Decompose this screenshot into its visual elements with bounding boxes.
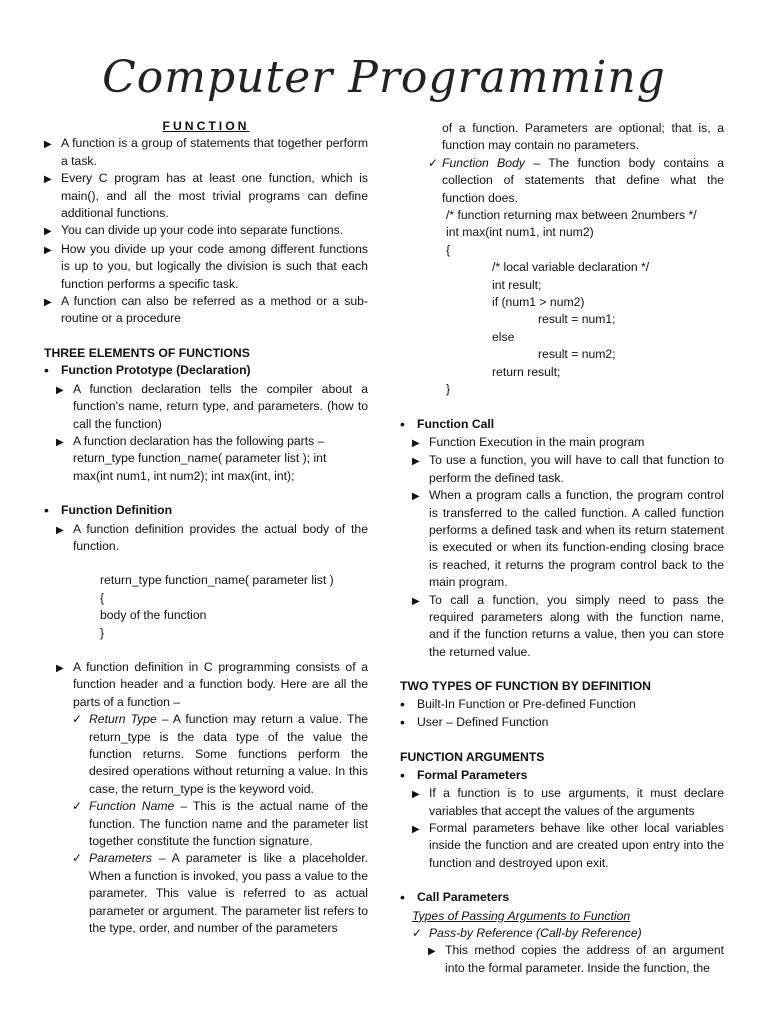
title-script (0, 40, 768, 120)
list-item: • Call Parameters (400, 889, 724, 907)
list-item: ▶ If a function is to use arguments, it must declare variables that accept the values of the arguments (412, 785, 724, 820)
triangle-bullet-icon (56, 381, 73, 433)
title-text: Computer Programming (102, 52, 666, 103)
triangle-bullet-icon (44, 222, 61, 240)
list-item: • Built-In Function or Pre-defined Function (400, 696, 724, 714)
checkmark-icon (72, 711, 89, 798)
list-item: • Function Prototype (Declaration) (44, 362, 368, 380)
checkmark-icon (72, 850, 89, 937)
triangle-bullet-icon (56, 433, 73, 485)
triangle-bullet-icon (56, 659, 73, 711)
code-line: int max(int num1, int num2) (446, 225, 594, 240)
list-item: • Formal Parameters (400, 767, 724, 785)
left-column (44, 118, 368, 937)
bullet-icon (400, 696, 417, 714)
code-line: else (492, 329, 515, 344)
triangle-bullet-icon (412, 452, 429, 487)
checkmark-icon (428, 155, 442, 207)
list-item: ▶ Every C program has at least one function, which is main(), and all the most trivial programs can define additional functions. (44, 170, 368, 222)
bullet-icon (400, 767, 417, 785)
section-heading-function: FUNCTION (162, 119, 250, 133)
list-item: ✓ Function Name – This is the actual name of the function. The function name and the parameter list together constitute the function signature. (72, 798, 368, 850)
code-line: result = num1; (538, 312, 616, 327)
triangle-bullet-icon (412, 434, 429, 452)
bullet-icon (44, 502, 61, 520)
list-item: • Function Definition (44, 502, 368, 520)
list-item: ▶ A function definition provides the actual body of the function. (56, 521, 368, 556)
list-item: • User – Defined Function (400, 714, 724, 732)
checkmark-icon (72, 798, 89, 850)
bullet-icon (44, 362, 61, 380)
triangle-bullet-icon (44, 293, 61, 328)
list-item: ▶ A function definition in C programming consists of a function header and a function body. Here are all the parts of a function – (56, 659, 368, 711)
list-item: • Function Call (400, 416, 724, 434)
code-line: { (446, 242, 451, 257)
subheading-passing-types: Types of Passing Arguments to Function (412, 908, 631, 923)
list-item: ✓ Pass-by Reference (Call-by Reference) (412, 925, 724, 942)
code-line: if (num1 > num2) (492, 295, 585, 310)
code-line: body of the function (100, 608, 207, 623)
code-block (446, 207, 724, 398)
checkmark-icon (412, 925, 429, 942)
document-title (0, 40, 768, 120)
triangle-bullet-icon (412, 592, 429, 662)
paragraph: of a function. Parameters are optional; that is, a function may contain no parameters. (442, 121, 724, 153)
triangle-bullet-icon (412, 785, 429, 820)
list-item: ▶ Formal parameters behave like other local variables inside the function and are created upon entry into the function and destroyed upon exit. (412, 820, 724, 872)
code-line: result = num2; (538, 347, 616, 362)
triangle-bullet-icon (412, 487, 429, 591)
list-item: ✓ Parameters – A parameter is like a placeholder. When a function is invoked, you pass a value to the parameter. This value is referred to as actual parameter or argument. The parameter list refers to the type, order, and number of the parameters (72, 850, 368, 937)
bullet-icon (400, 714, 417, 732)
code-line: return result; (492, 364, 561, 379)
bullet-icon (400, 416, 417, 434)
triangle-bullet-icon (44, 241, 61, 293)
bullet-icon (400, 889, 417, 907)
section-heading-three-elements: THREE ELEMENTS OF FUNCTIONS (44, 345, 250, 360)
triangle-bullet-icon (428, 942, 445, 977)
code-line: } (446, 382, 451, 397)
list-item: ✓ Function Body – The function body contains a collection of statements that define what the function does. (428, 155, 724, 207)
list-item: ▶ A function is a group of statements that together perform a task. (44, 135, 368, 170)
code-line: /* function returning max between 2numbers */ (446, 208, 697, 223)
list-item: ▶ A function declaration has the following parts – return_type function_name( parameter list ); int max(int num1, int num2); int max(int, int); (56, 433, 368, 485)
triangle-bullet-icon (56, 521, 73, 556)
triangle-bullet-icon (44, 135, 61, 170)
section-heading-function-arguments: FUNCTION ARGUMENTS (400, 750, 545, 765)
triangle-bullet-icon (44, 170, 61, 222)
code-line: int result; (492, 277, 542, 292)
list-item: ▶ A function can also be referred as a method or a sub-routine or a procedure (44, 293, 368, 328)
list-item: ▶ To use a function, you will have to call that function to perform the defined task. (412, 452, 724, 487)
section-heading-two-types: TWO TYPES OF FUNCTION BY DEFINITION (400, 679, 651, 694)
code-line: /* local variable declaration */ (492, 260, 650, 275)
list-item: ▶ A function declaration tells the compiler about a function's name, return type, and parameters. (how to call the function) (56, 381, 368, 433)
list-item: ▶ To call a function, you simply need to pass the required parameters along with the function name, and if the function returns a value, then you can store the returned value. (412, 592, 724, 662)
code-line: } (100, 625, 105, 640)
right-column (400, 120, 724, 977)
list-item: ▶ When a program calls a function, the program control is transferred to the called function. A called function performs a defined task and when its return statement is executed or when its function-ending closing brace is reached, it returns the program control back to the main program. (412, 487, 724, 591)
code-line: { (100, 590, 105, 605)
list-item: ▶ How you divide up your code among different functions is up to you, but logically the division is such that each function performs a specific task. (44, 241, 368, 293)
list-item: ▶ Function Execution in the main program (412, 434, 724, 452)
list-item: ▶ You can divide up your code into separate functions. (44, 222, 368, 240)
triangle-bullet-icon (412, 820, 429, 872)
list-item: ▶ This method copies the address of an argument into the formal parameter. Inside the function, the (428, 942, 724, 977)
code-line: return_type function_name( parameter list ) (100, 573, 334, 588)
list-item: ✓ Return Type – A function may return a value. The return_type is the data type of the value the function returns. Some functions perform the desired operations without returning a value. In this case, the return_type is the keyword void. (72, 711, 368, 798)
